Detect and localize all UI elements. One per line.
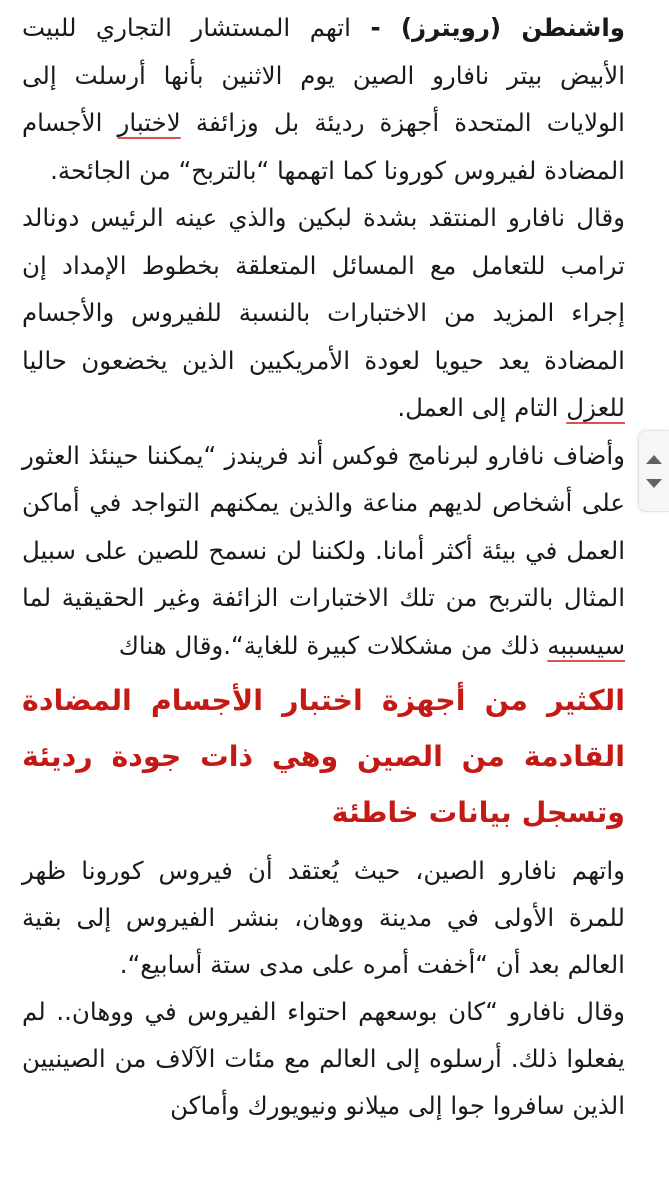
- paragraph-2: [22, 194, 625, 432]
- chevron-down-icon[interactable]: [646, 479, 662, 488]
- paragraph-2-text-a: وقال نافارو المنتقد بشدة لبكين والذي عينه الرئيس دونالد ترامب للتعامل مع المسائل المتعلقة بخطوط الإمداد إن إجراء المزيد من الاختبارات بالنسبة للفيروس والأجسام المضادة يعد حيويا لعودة الأمريكيين الذين يخضعون حاليا: [22, 203, 625, 375]
- link-antibody-test[interactable]: لاختبار: [117, 108, 181, 137]
- paragraph-1-text-a: اتهم المستشار التجاري للبيت الأبيض بيتر نافارو الصين يوم الاثنين بأنها أرسلت إلى الولايات المتحدة أجهزة رديئة بل وزائفة: [22, 13, 625, 137]
- chevron-up-icon[interactable]: [646, 455, 662, 464]
- paragraph-3-text-a: وأضاف نافارو لبرنامج فوكس أند فريندز “يمكننا حينئذ العثور على أشخاص لديهم مناعة والذين يمكنهم التواجد في أماكن العمل في بيئة أكثر أمانا. ولكننا لن نسمح للصين على سبيل المثال بالتربح من تلك الاختبارات الزائفة وغير الحقيقية لما: [22, 440, 625, 612]
- article-body: [22, 0, 625, 1129]
- paragraph-4: واتهم نافارو الصين، حيث يُعتقد أن فيروس كورونا ظهر للمرة الأولى في مدينة ووهان، بنشر الفيروس إلى بقية العالم بعد أن “أخفت أمره على مدى ستة أسابيع“.: [22, 856, 625, 979]
- scroll-control[interactable]: [638, 430, 669, 512]
- paragraph-3-text-b: ذلك من مشكلات كبيرة للغاية“.وقال هناك: [118, 630, 548, 660]
- dateline: واشنطن (رويترز) -: [370, 13, 625, 42]
- paragraph-3: [22, 432, 625, 670]
- paragraph-1-text-b: الأجسام المضادة لفيروس كورونا كما اتهمها “بالتربح“ من الجائحة.: [22, 108, 625, 185]
- paragraph-5: وقال نافارو “كان بوسعهم احتواء الفيروس في ووهان.. لم يفعلوا ذلك. أرسلوه إلى العالم مع مئات الآلاف من الصينيين الذين سافروا جوا إلى ميلانو ونيويورك وأماكن: [22, 997, 625, 1120]
- link-cause[interactable]: سيسببه: [547, 630, 625, 660]
- paragraph-2-text-b: التام إلى العمل.: [397, 393, 567, 422]
- link-isolation[interactable]: للعزل: [566, 393, 625, 422]
- pull-quote: الكثير من أجهزة اختبار الأجسام المضادة القادمة من الصين وهي ذات جودة رديئة وتسجل بيانات خاطئة: [22, 684, 625, 829]
- paragraph-1: [22, 4, 625, 194]
